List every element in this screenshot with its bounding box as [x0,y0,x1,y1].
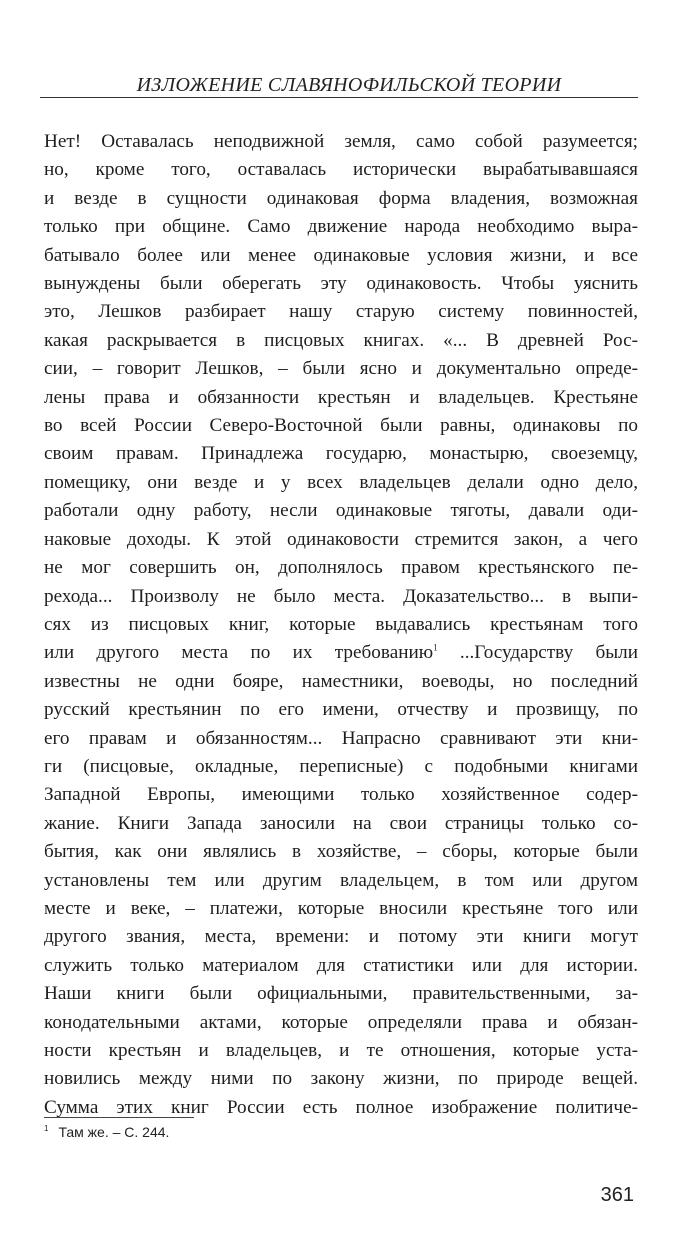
text-line: известны не одни бояре, наместники, воеводы, но последний [44,670,638,692]
text-line: другого звания, места, времени: и потому эти книги могут [44,926,638,948]
text-line: бытия, как они являлись в хозяйстве, – сборы, которые были [44,841,638,863]
text-line: своим правам. Принадлежа государю, монастырю, своеземцу, [44,443,638,465]
text-line: но, кроме того, оставалась исторически вырабатывавшаяся [44,159,638,181]
running-title: ИЗЛОЖЕНИЕ СЛАВЯНОФИЛЬСКОЙ ТЕОРИИ [136,74,562,96]
text-line: жание. Книги Запада заносили на свои страницы только со- [44,812,638,834]
footnote [44,1124,169,1140]
text-line: во всей России Северо-Восточной были равны, одинаковы по [44,415,638,437]
text-line: сях из писцовых книг, которые выдавались крестьянам того [44,613,638,635]
text-line: Наши книги были официальными, правительственными, за- [44,983,638,1005]
text-line: Сумма этих книг России есть полное изображение политиче- [44,1096,638,1118]
text-line: наковые доходы. К этой одинаковости стремится закон, а чего [44,528,638,550]
text-line: ги (писцовые, окладные, переписные) с подобными книгами [44,755,638,777]
text-line: ности крестьян и владельцев, и те отношения, которые уста- [44,1040,638,1061]
footnote-mark: 1 [44,1124,49,1134]
text-line: работали одну работу, несли одинаковые тяготы, давали оди- [44,500,638,522]
text-line: помещику, они везде и у всех владельцев делали одно дело, [44,471,638,493]
text-line: Нет! Оставалась неподвижной земля, само собой разумеется; [44,131,638,152]
text-line: какая раскрывается в писцовых книгах. «... В древней Рос- [44,329,638,351]
text-line: и везде в сущности одинаковая форма владения, возможная [44,187,638,209]
header-rule [40,97,638,98]
text-line: вынуждены были оберегать эту одинаковость. Чтобы уяснить [44,273,638,295]
text-line: не мог совершить он, дополнялось правом крестьянского пе- [44,557,638,579]
text-line-head: или другого места по их требованию [44,642,434,664]
text-line: месте и веке, – платежи, которые вносили крестьяне того или [44,897,638,919]
text-line: сии, – говорит Лешков, – были ясно и документально опреде- [44,358,638,380]
footnote-rule [44,1117,194,1118]
text-line: служить только материалом для статистики или для истории. [44,954,638,976]
text-line-tail: ...Государству были [437,642,638,664]
text-line: новились между ними по закону жизни, по природе вещей. [44,1068,638,1090]
text-line: Западной Европы, имеющими только хозяйственное содер- [44,784,638,806]
footnote-ref: 1 [433,642,438,653]
footnote-text: Там же. – С. 244. [58,1124,170,1140]
text-line: рехода... Произволу не было места. Доказательство... в выпи- [44,585,638,607]
text-line: русский крестьянин по его имени, отчеству и прозвищу, по [44,699,638,721]
text-line: это, Лешков разбирает нашу старую систему повинностей, [44,301,638,323]
text-line: установлены тем или другим владельцем, в том или другом [44,869,638,891]
body-text [44,128,638,1122]
text-line: лены права и обязанности крестьян и владельцев. Крестьяне [44,386,638,408]
text-line-with-footnote-ref [44,639,638,667]
text-line: конодательными актами, которые определяли права и обязан- [44,1011,638,1033]
text-line: батывало более или менее одинаковые условия жизни, и все [44,244,638,266]
page-number: 361 [600,1184,634,1206]
text-line: только при общине. Само движение народа необходимо выра- [44,216,638,238]
text-line: его правам и обязанностям... Напрасно сравнивают эти кни- [44,727,638,749]
